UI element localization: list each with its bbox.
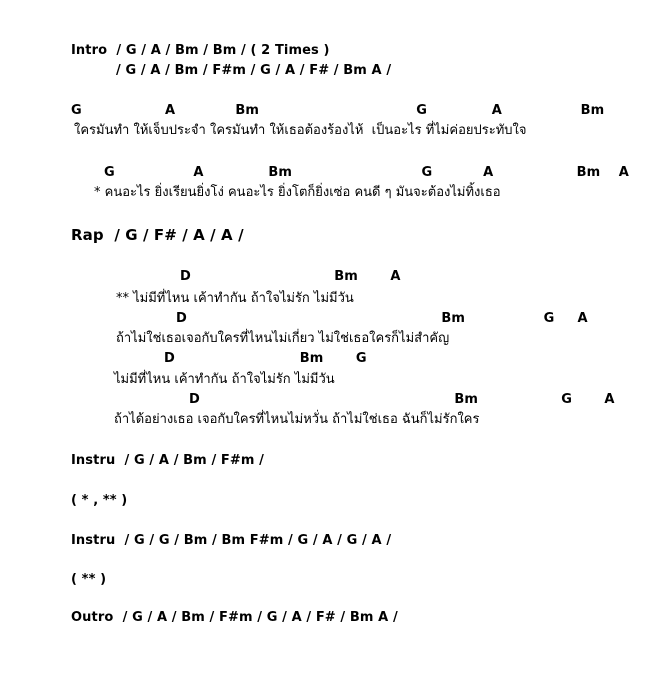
verse2-lyrics: * คนอะไร ยิ่งเรียนยิ่งโง่ คนอะไร ยิ่งโตก็ยิ่งเซ่อ คนดี ๆ มันจะต้องไม่ทิ้งเธอ [94, 185, 501, 200]
verse1-lyrics: ใครมันทำ ให้เจ็บประจำ ใครมันทำ ให้เธอต้องร้องไห้ เป็นอะไร ที่ไม่ค่อยประทับใจ [74, 123, 527, 138]
verse1-chords: G A Bm G A Bm [71, 103, 605, 118]
chorus4-lyrics: ถ้าได้อย่างเธอ เจอกับใครที่ไหนไม่หวั่น ถ้าไม่ใช่เธอ ฉันก็ไม่รักใคร [114, 412, 480, 427]
intro-line-2: / G / A / Bm / F#m / G / A / F# / Bm A / [116, 63, 392, 78]
instru-line-2: Instru / G / G / Bm / Bm F#m / G / A / G / A / [71, 533, 392, 548]
repeat-marker-1: ( * , ** ) [71, 493, 128, 508]
rap-line: Rap / G / F# / A / A / [71, 226, 244, 244]
chorus2-chords: D Bm G A [176, 311, 588, 326]
repeat-marker-2: ( ** ) [71, 572, 107, 587]
chorus2-lyrics: ถ้าไม่ใช่เธอเจอกับใครที่ไหนไม่เกี่ยว ไม่ใช่เธอใครก็ไม่สำคัญ [116, 331, 450, 346]
outro-line: Outro / G / A / Bm / F#m / G / A / F# / Bm A / [71, 610, 398, 625]
chorus3-lyrics: ไม่มีที่ไหน เค้าทำกัน ถ้าใจไม่รัก ไม่มีวัน [114, 372, 335, 387]
chorus1-chords: D Bm A [180, 269, 401, 284]
chorus1-lyrics: ** ไม่มีที่ไหน เค้าทำกัน ถ้าใจไม่รัก ไม่มีวัน [116, 291, 354, 306]
instru-line-1: Instru / G / A / Bm / F#m / [71, 453, 265, 468]
verse2-chords: G A Bm G A Bm A [104, 165, 629, 180]
chorus3-chords: D Bm G [164, 351, 367, 366]
intro-line-1: Intro / G / A / Bm / Bm / ( 2 Times ) [71, 43, 330, 58]
chorus4-chords: D Bm G A [189, 392, 615, 407]
